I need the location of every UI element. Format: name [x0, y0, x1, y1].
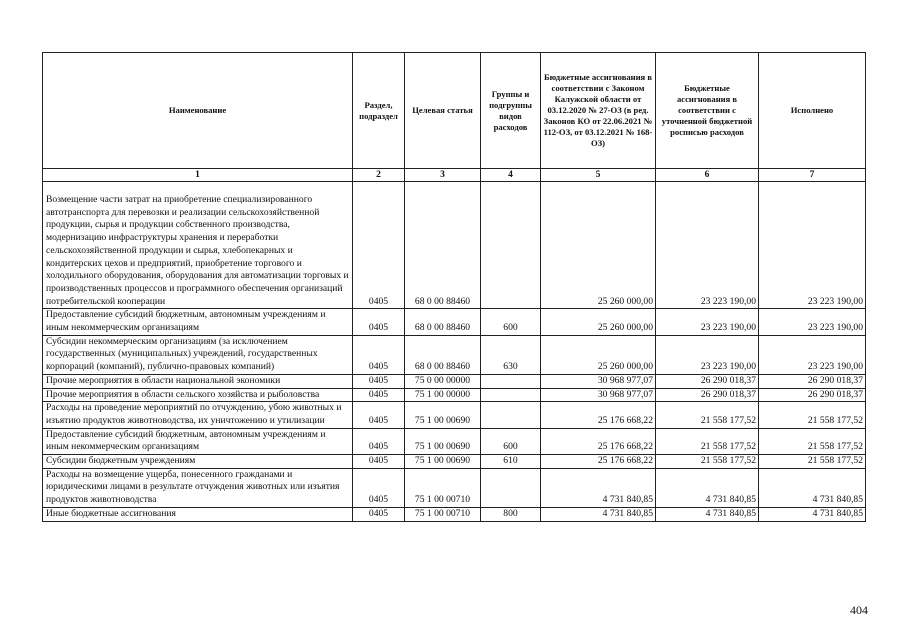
column-number: 5	[541, 169, 656, 182]
row-refined: 21 558 177,52	[656, 428, 759, 454]
column-number: 1	[43, 169, 353, 182]
row-approved: 25 176 668,22	[541, 455, 656, 469]
row-refined: 23 223 190,00	[656, 335, 759, 374]
row-executed: 26 290 018,37	[759, 374, 866, 388]
row-section: 0405	[353, 374, 405, 388]
budget-table	[42, 52, 866, 522]
row-section: 0405	[353, 507, 405, 521]
row-name: Расходы на возмещение ущерба, понесенного гражданами и юридическими лицами в результате отчуждения животных или изъятия продуктов животноводства	[43, 468, 353, 507]
row-executed: 23 223 190,00	[759, 335, 866, 374]
table-row	[43, 428, 866, 454]
row-group: 630	[481, 335, 541, 374]
row-name: Расходы на проведение мероприятий по отчуждению, убою животных и изъятию продуктов животноводства, их уничтожению и утилизации	[43, 402, 353, 428]
row-refined: 23 223 190,00	[656, 309, 759, 335]
row-approved: 4 731 840,85	[541, 507, 656, 521]
page-number: 404	[850, 603, 868, 617]
row-group	[481, 374, 541, 388]
row-name: Предоставление субсидий бюджетным, автономным учреждениям и иным некоммерческим организациям	[43, 309, 353, 335]
spacer-row	[43, 182, 866, 195]
table-row	[43, 468, 866, 507]
row-approved: 30 968 977,07	[541, 374, 656, 388]
header-target: Целевая статья	[405, 53, 481, 169]
row-group: 800	[481, 507, 541, 521]
row-approved: 25 176 668,22	[541, 402, 656, 428]
row-name: Прочие мероприятия в области сельского хозяйства и рыболовства	[43, 388, 353, 402]
row-target: 75 0 00 00000	[405, 374, 481, 388]
row-executed: 21 558 177,52	[759, 428, 866, 454]
table-row	[43, 335, 866, 374]
row-refined: 26 290 018,37	[656, 374, 759, 388]
row-approved: 30 968 977,07	[541, 388, 656, 402]
row-section: 0405	[353, 468, 405, 507]
row-target: 75 1 00 00000	[405, 388, 481, 402]
row-group	[481, 402, 541, 428]
row-executed: 4 731 840,85	[759, 468, 866, 507]
table-row	[43, 374, 866, 388]
row-executed: 23 223 190,00	[759, 194, 866, 309]
column-number: 4	[481, 169, 541, 182]
row-target: 75 1 00 00710	[405, 468, 481, 507]
row-approved: 25 176 668,22	[541, 428, 656, 454]
row-executed: 4 731 840,85	[759, 507, 866, 521]
row-section: 0405	[353, 388, 405, 402]
column-number: 3	[405, 169, 481, 182]
row-refined: 4 731 840,85	[656, 468, 759, 507]
table-row	[43, 309, 866, 335]
row-name: Предоставление субсидий бюджетным, автономным учреждениям и иным некоммерческим организациям	[43, 428, 353, 454]
row-target: 75 1 00 00690	[405, 428, 481, 454]
column-number: 7	[759, 169, 866, 182]
row-target: 75 1 00 00710	[405, 507, 481, 521]
row-refined: 4 731 840,85	[656, 507, 759, 521]
row-name: Прочие мероприятия в области национальной экономики	[43, 374, 353, 388]
table-row	[43, 455, 866, 469]
row-target: 68 0 00 88460	[405, 309, 481, 335]
table-row	[43, 194, 866, 309]
row-section: 0405	[353, 402, 405, 428]
header-section: Раздел, подраздел	[353, 53, 405, 169]
row-executed: 23 223 190,00	[759, 309, 866, 335]
header-group: Группы и подгруппы видов расходов	[481, 53, 541, 169]
row-section: 0405	[353, 194, 405, 309]
row-group: 610	[481, 455, 541, 469]
row-section: 0405	[353, 455, 405, 469]
row-section: 0405	[353, 428, 405, 454]
row-approved: 25 260 000,00	[541, 335, 656, 374]
budget-table-sheet	[42, 52, 866, 522]
table-row	[43, 507, 866, 521]
row-approved: 25 260 000,00	[541, 194, 656, 309]
row-section: 0405	[353, 335, 405, 374]
row-refined: 21 558 177,52	[656, 402, 759, 428]
header-refined: Бюджетные ассигнования в соответствии с уточненной бюджетной росписью расходов	[656, 53, 759, 169]
row-group	[481, 468, 541, 507]
header-executed: Исполнено	[759, 53, 866, 169]
row-refined: 23 223 190,00	[656, 194, 759, 309]
row-executed: 21 558 177,52	[759, 402, 866, 428]
table-row	[43, 388, 866, 402]
row-group	[481, 388, 541, 402]
row-name: Иные бюджетные ассигнования	[43, 507, 353, 521]
table-row	[43, 402, 866, 428]
row-executed: 26 290 018,37	[759, 388, 866, 402]
header-name: Наименование	[43, 53, 353, 169]
column-number: 2	[353, 169, 405, 182]
row-target: 68 0 00 88460	[405, 194, 481, 309]
row-target: 75 1 00 00690	[405, 455, 481, 469]
row-approved: 4 731 840,85	[541, 468, 656, 507]
column-number: 6	[656, 169, 759, 182]
row-approved: 25 260 000,00	[541, 309, 656, 335]
row-group: 600	[481, 309, 541, 335]
column-number-row	[43, 169, 866, 182]
row-group: 600	[481, 428, 541, 454]
row-target: 75 1 00 00690	[405, 402, 481, 428]
row-name: Возмещение части затрат на приобретение специализированного автотранспорта для перевозки и реализации сельскохозяйственной продукции, сырья и продукции собственного производства, модернизацию инфраструктуры хранения и переработки сельскохозяйственной продукции и сырья, хлебопекарных и кондитерских цехов и предприятий, приобретение торгового и холодильного оборудования, оборудования для автоматизации торговых и производственных процессов и программного обеспечения организаций потребительской кооперации	[43, 194, 353, 309]
row-target: 68 0 00 88460	[405, 335, 481, 374]
row-refined: 21 558 177,52	[656, 455, 759, 469]
row-name: Субсидии бюджетным учреждениям	[43, 455, 353, 469]
row-executed: 21 558 177,52	[759, 455, 866, 469]
row-refined: 26 290 018,37	[656, 388, 759, 402]
row-name: Субсидии некоммерческим организациям (за исключением государственных (муниципальных) учреждений, государственных корпораций (компаний), публично-правовых компаний)	[43, 335, 353, 374]
row-section: 0405	[353, 309, 405, 335]
header-row	[43, 53, 866, 169]
row-group	[481, 194, 541, 309]
header-approved: Бюджетные ассигнования в соответствии с Законом Калужской области от 03.12.2020 № 27-ОЗ (в ред. Законов КО от 22.06.2021 № 112-ОЗ, от 03.12.2021 № 168-ОЗ)	[541, 53, 656, 169]
